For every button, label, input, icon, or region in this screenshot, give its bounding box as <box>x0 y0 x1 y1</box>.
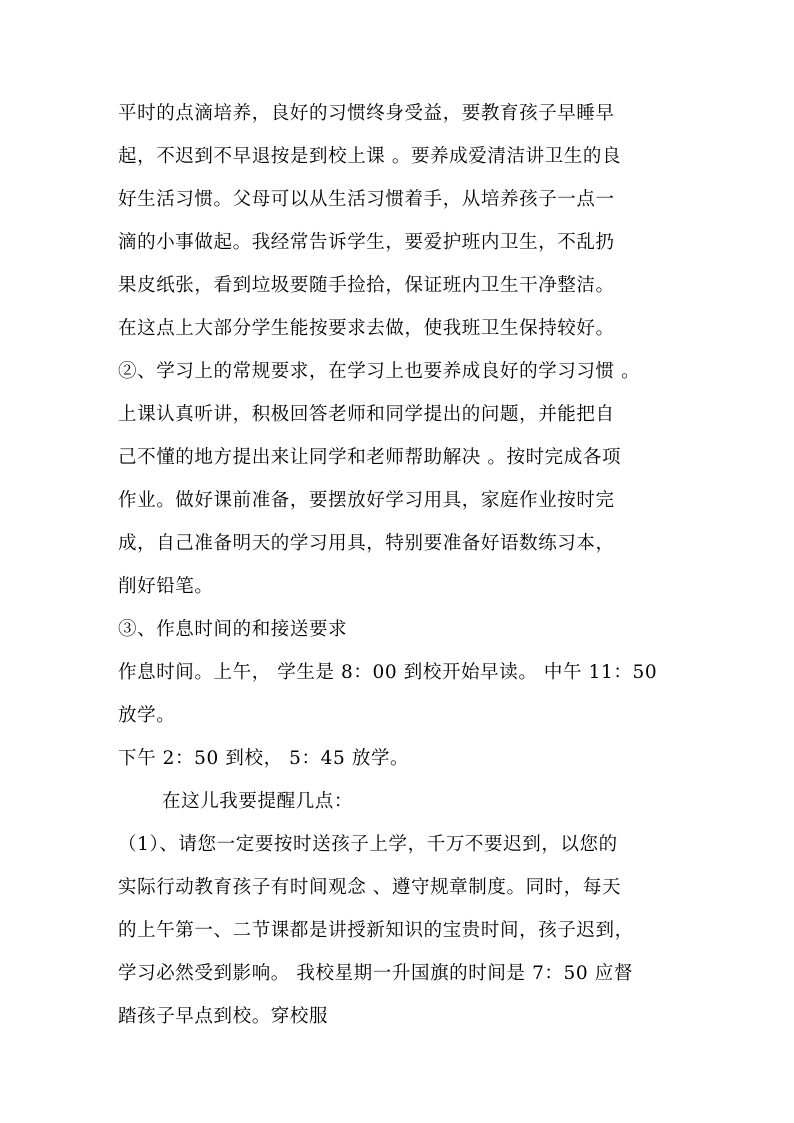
text-line: （1）、请您一定要按时送孩子上学，千万不要迟到，以您的 <box>118 834 618 855</box>
text-line: 滴的小事做起。我经常告诉学生，要爱护班内卫生，不乱扔 <box>118 232 615 253</box>
section-heading-line: ③、作息时间的和接送要求 <box>118 619 348 640</box>
text-line: 上课认真听讲，积极回答老师和同学提出的问题，并能把自 <box>118 404 615 425</box>
text-line: 果皮纸张，看到垃圾要随手捡拾，保证班内卫生干净整洁。 <box>118 275 615 296</box>
text-line: 削好铅笔。 <box>118 576 214 597</box>
text-line: 在这点上大部分学生能按要求去做，使我班卫生保持较好。 <box>118 318 615 339</box>
text-line: 成，自己准备明天的学习用具，特别要准备好语数练习本， <box>118 533 615 554</box>
text-line: 作息时间。上午， 学生是 8：00 到校开始早读。 中午 11：50 <box>118 662 658 683</box>
text-line: 踏孩子早点到校。穿校服 <box>118 1006 329 1027</box>
text-line: 下午 2：50 到校， 5：45 放学。 <box>118 748 410 769</box>
indented-text-line: 在这儿我要提醒几点： <box>162 791 354 812</box>
text-line: 好生活习惯。父母可以从生活习惯着手，从培养孩子一点一 <box>118 189 615 210</box>
text-line: 放学。 <box>118 705 176 726</box>
text-line: 的上午第一、二节课都是讲授新知识的宝贵时间，孩子迟到， <box>118 920 634 941</box>
text-line: 平时的点滴培养，良好的习惯终身受益，要教育孩子早睡早 <box>118 103 615 124</box>
text-line: 实际行动教育孩子有时间观念 、遵守规章制度。同时，每天 <box>118 877 622 898</box>
text-line: 己不懂的地方提出来让同学和老师帮助解决 。按时完成各项 <box>118 447 622 468</box>
section-heading-line: ②、学习上的常规要求，在学习上也要养成良好的学习习惯 。 <box>118 361 641 382</box>
text-line: 作业。做好课前准备，要摆放好学习用具，家庭作业按时完 <box>118 490 615 511</box>
text-line: 学习必然受到影响。 我校星期一升国旗的时间是 7：50 应督 <box>118 963 633 984</box>
text-line: 起，不迟到不早退按是到校上课 。要养成爱清洁讲卫生的良 <box>118 146 622 167</box>
